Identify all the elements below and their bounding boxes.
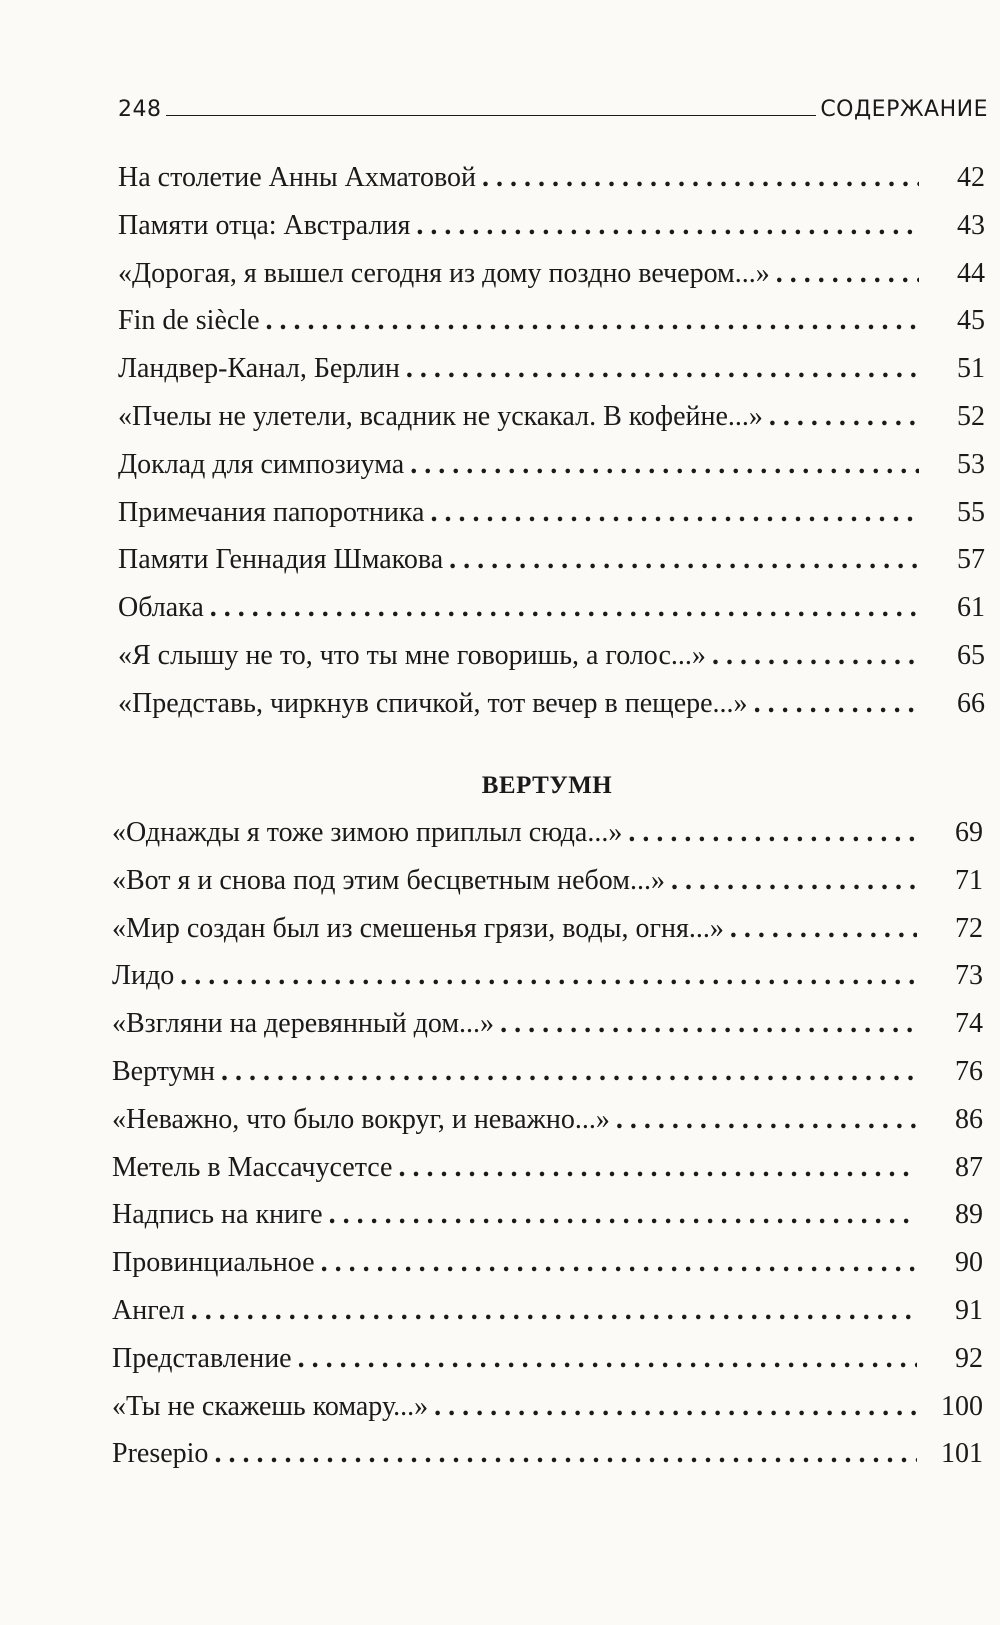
dot-leader <box>210 592 919 624</box>
toc-entry-title: Метель в Массачусетсе <box>112 1151 393 1183</box>
toc-entry-title: Облака <box>118 592 204 624</box>
dot-leader <box>500 1008 917 1040</box>
toc-entry-title: Presepio <box>112 1438 209 1470</box>
toc-entry <box>112 913 983 957</box>
toc-entry-title: Вертумн <box>112 1056 215 1087</box>
toc-entry <box>118 401 985 445</box>
dot-leader <box>430 497 919 529</box>
header-rule <box>166 115 817 116</box>
toc-entry-page: 44 <box>957 257 985 289</box>
dot-leader <box>482 162 919 194</box>
toc-entry-page: 71 <box>955 864 983 896</box>
toc-entry-page: 90 <box>955 1247 983 1279</box>
toc-entry-title: Доклад для симпозиума <box>118 448 405 480</box>
page-number: 248 <box>118 97 162 122</box>
toc-entry-page: 51 <box>957 353 985 385</box>
toc-entry-page: 101 <box>941 1438 983 1470</box>
dot-leader <box>410 449 919 481</box>
toc-entry <box>112 1199 983 1243</box>
dot-leader <box>180 960 917 992</box>
toc-entry <box>118 640 985 684</box>
dot-leader <box>221 1056 917 1088</box>
toc-entry <box>112 1247 983 1291</box>
dot-leader <box>449 544 919 576</box>
toc-entry-title: Ангел <box>112 1295 185 1326</box>
dot-leader <box>730 913 917 945</box>
toc-entry-page: 65 <box>957 640 985 671</box>
toc-entry-page: 74 <box>955 1008 983 1040</box>
dot-leader <box>769 401 919 433</box>
toc-entry-title: Памяти Геннадия Шмакова <box>118 544 444 576</box>
toc-entry-title: Ландвер-Канал, Берлин <box>118 353 400 385</box>
toc-entry-title: «Взгляни на деревянный дом...» <box>112 1008 495 1040</box>
toc-entry-page: 89 <box>955 1199 983 1231</box>
toc-entry-page: 86 <box>955 1103 983 1135</box>
toc-entry <box>118 258 985 302</box>
toc-entry-page: 91 <box>955 1295 983 1326</box>
dot-leader <box>398 1152 917 1184</box>
toc-entry-title: Fin de siècle <box>118 305 260 337</box>
toc-entry <box>112 1104 983 1148</box>
dot-leader <box>191 1295 917 1327</box>
dot-leader <box>406 353 919 385</box>
toc-entry-title: «Представь, чиркнув спичкой, тот вечер в пещере...» <box>118 687 748 719</box>
toc-entry-page: 100 <box>941 1390 983 1422</box>
toc-entry-title: «Мир создан был из смешенья грязи, воды, огня...» <box>112 912 724 944</box>
toc-entry <box>118 210 985 254</box>
dot-leader <box>416 210 919 242</box>
toc-entry <box>112 865 983 909</box>
toc-entry <box>118 544 985 588</box>
toc-entry <box>112 1056 983 1100</box>
dot-leader <box>298 1343 917 1375</box>
toc-entry-title: «Я слышу не то, что ты мне говоришь, а голос...» <box>118 640 706 671</box>
toc-entry-page: 61 <box>957 592 985 624</box>
toc-entry-page: 69 <box>955 817 983 848</box>
toc-entry-title: Провинциальное <box>112 1247 315 1279</box>
dot-leader <box>214 1438 917 1470</box>
toc-entry-title: Примечания папоротника <box>118 496 425 528</box>
toc-entry <box>118 162 985 206</box>
toc-entry-title: Памяти отца: Австралия <box>118 209 411 241</box>
toc-entry <box>112 1008 983 1052</box>
dot-leader <box>321 1247 917 1279</box>
running-head-title: СОДЕРЖАНИЕ <box>820 97 988 122</box>
toc-entry-page: 76 <box>955 1056 983 1087</box>
toc-entry-title: Представление <box>112 1342 292 1374</box>
dot-leader <box>616 1104 917 1136</box>
dot-leader <box>628 817 917 849</box>
toc-entry <box>118 497 985 541</box>
dot-leader <box>329 1199 917 1231</box>
toc-entry-page: 73 <box>955 960 983 992</box>
toc-entry-page: 55 <box>957 496 985 528</box>
toc-entry-title: «Однажды я тоже зимою приплыл сюда...» <box>112 817 623 848</box>
toc-entry <box>112 1391 983 1435</box>
toc-entry-title: На столетие Анны Ахматовой <box>118 162 476 193</box>
dot-leader <box>671 865 917 897</box>
dot-leader <box>266 305 919 337</box>
toc-entry-page: 42 <box>957 162 985 193</box>
dot-leader <box>712 640 919 672</box>
dot-leader <box>776 258 919 290</box>
toc-entry-page: 57 <box>957 544 985 576</box>
toc-entry <box>112 1152 983 1196</box>
toc-entry-title: «Ты не скажешь комару...» <box>112 1390 429 1422</box>
toc-entry <box>118 305 985 349</box>
toc-entry-title: Лидо <box>112 960 175 992</box>
dot-leader <box>434 1391 917 1423</box>
toc-entry-page: 52 <box>957 401 985 432</box>
toc-entry <box>118 449 985 493</box>
toc-entry-page: 92 <box>955 1342 983 1374</box>
toc-entry-title: «Вот я и снова под этим бесцветным небом...» <box>112 864 665 896</box>
toc-entry-page: 53 <box>957 448 985 480</box>
toc-entry-title: Надпись на книге <box>112 1199 323 1231</box>
toc-entry-page: 87 <box>955 1151 983 1183</box>
toc-entry-page: 43 <box>957 209 985 241</box>
toc-entry-title: «Неважно, что было вокруг, и неважно...» <box>112 1103 610 1135</box>
running-head <box>118 88 988 122</box>
toc-entry <box>112 1343 983 1387</box>
toc-entry-title: «Дорогая, я вышел сегодня из дому поздно вечером...» <box>118 257 770 289</box>
toc-entry <box>112 817 983 861</box>
toc-entry-title: «Пчелы не улетели, всадник не ускакал. В кофейне...» <box>118 401 763 432</box>
toc-entry <box>118 353 985 397</box>
toc-entry <box>118 592 985 636</box>
toc-entry <box>112 1295 983 1339</box>
toc-entry <box>112 960 983 1004</box>
toc-entry-page: 72 <box>955 912 983 944</box>
section-heading: ВЕРТУМН <box>481 772 613 799</box>
toc-entry <box>112 1438 983 1482</box>
toc-entry <box>118 688 985 732</box>
dot-leader <box>754 688 919 720</box>
toc-entry-page: 66 <box>957 687 985 719</box>
toc-entry-page: 45 <box>957 305 985 337</box>
